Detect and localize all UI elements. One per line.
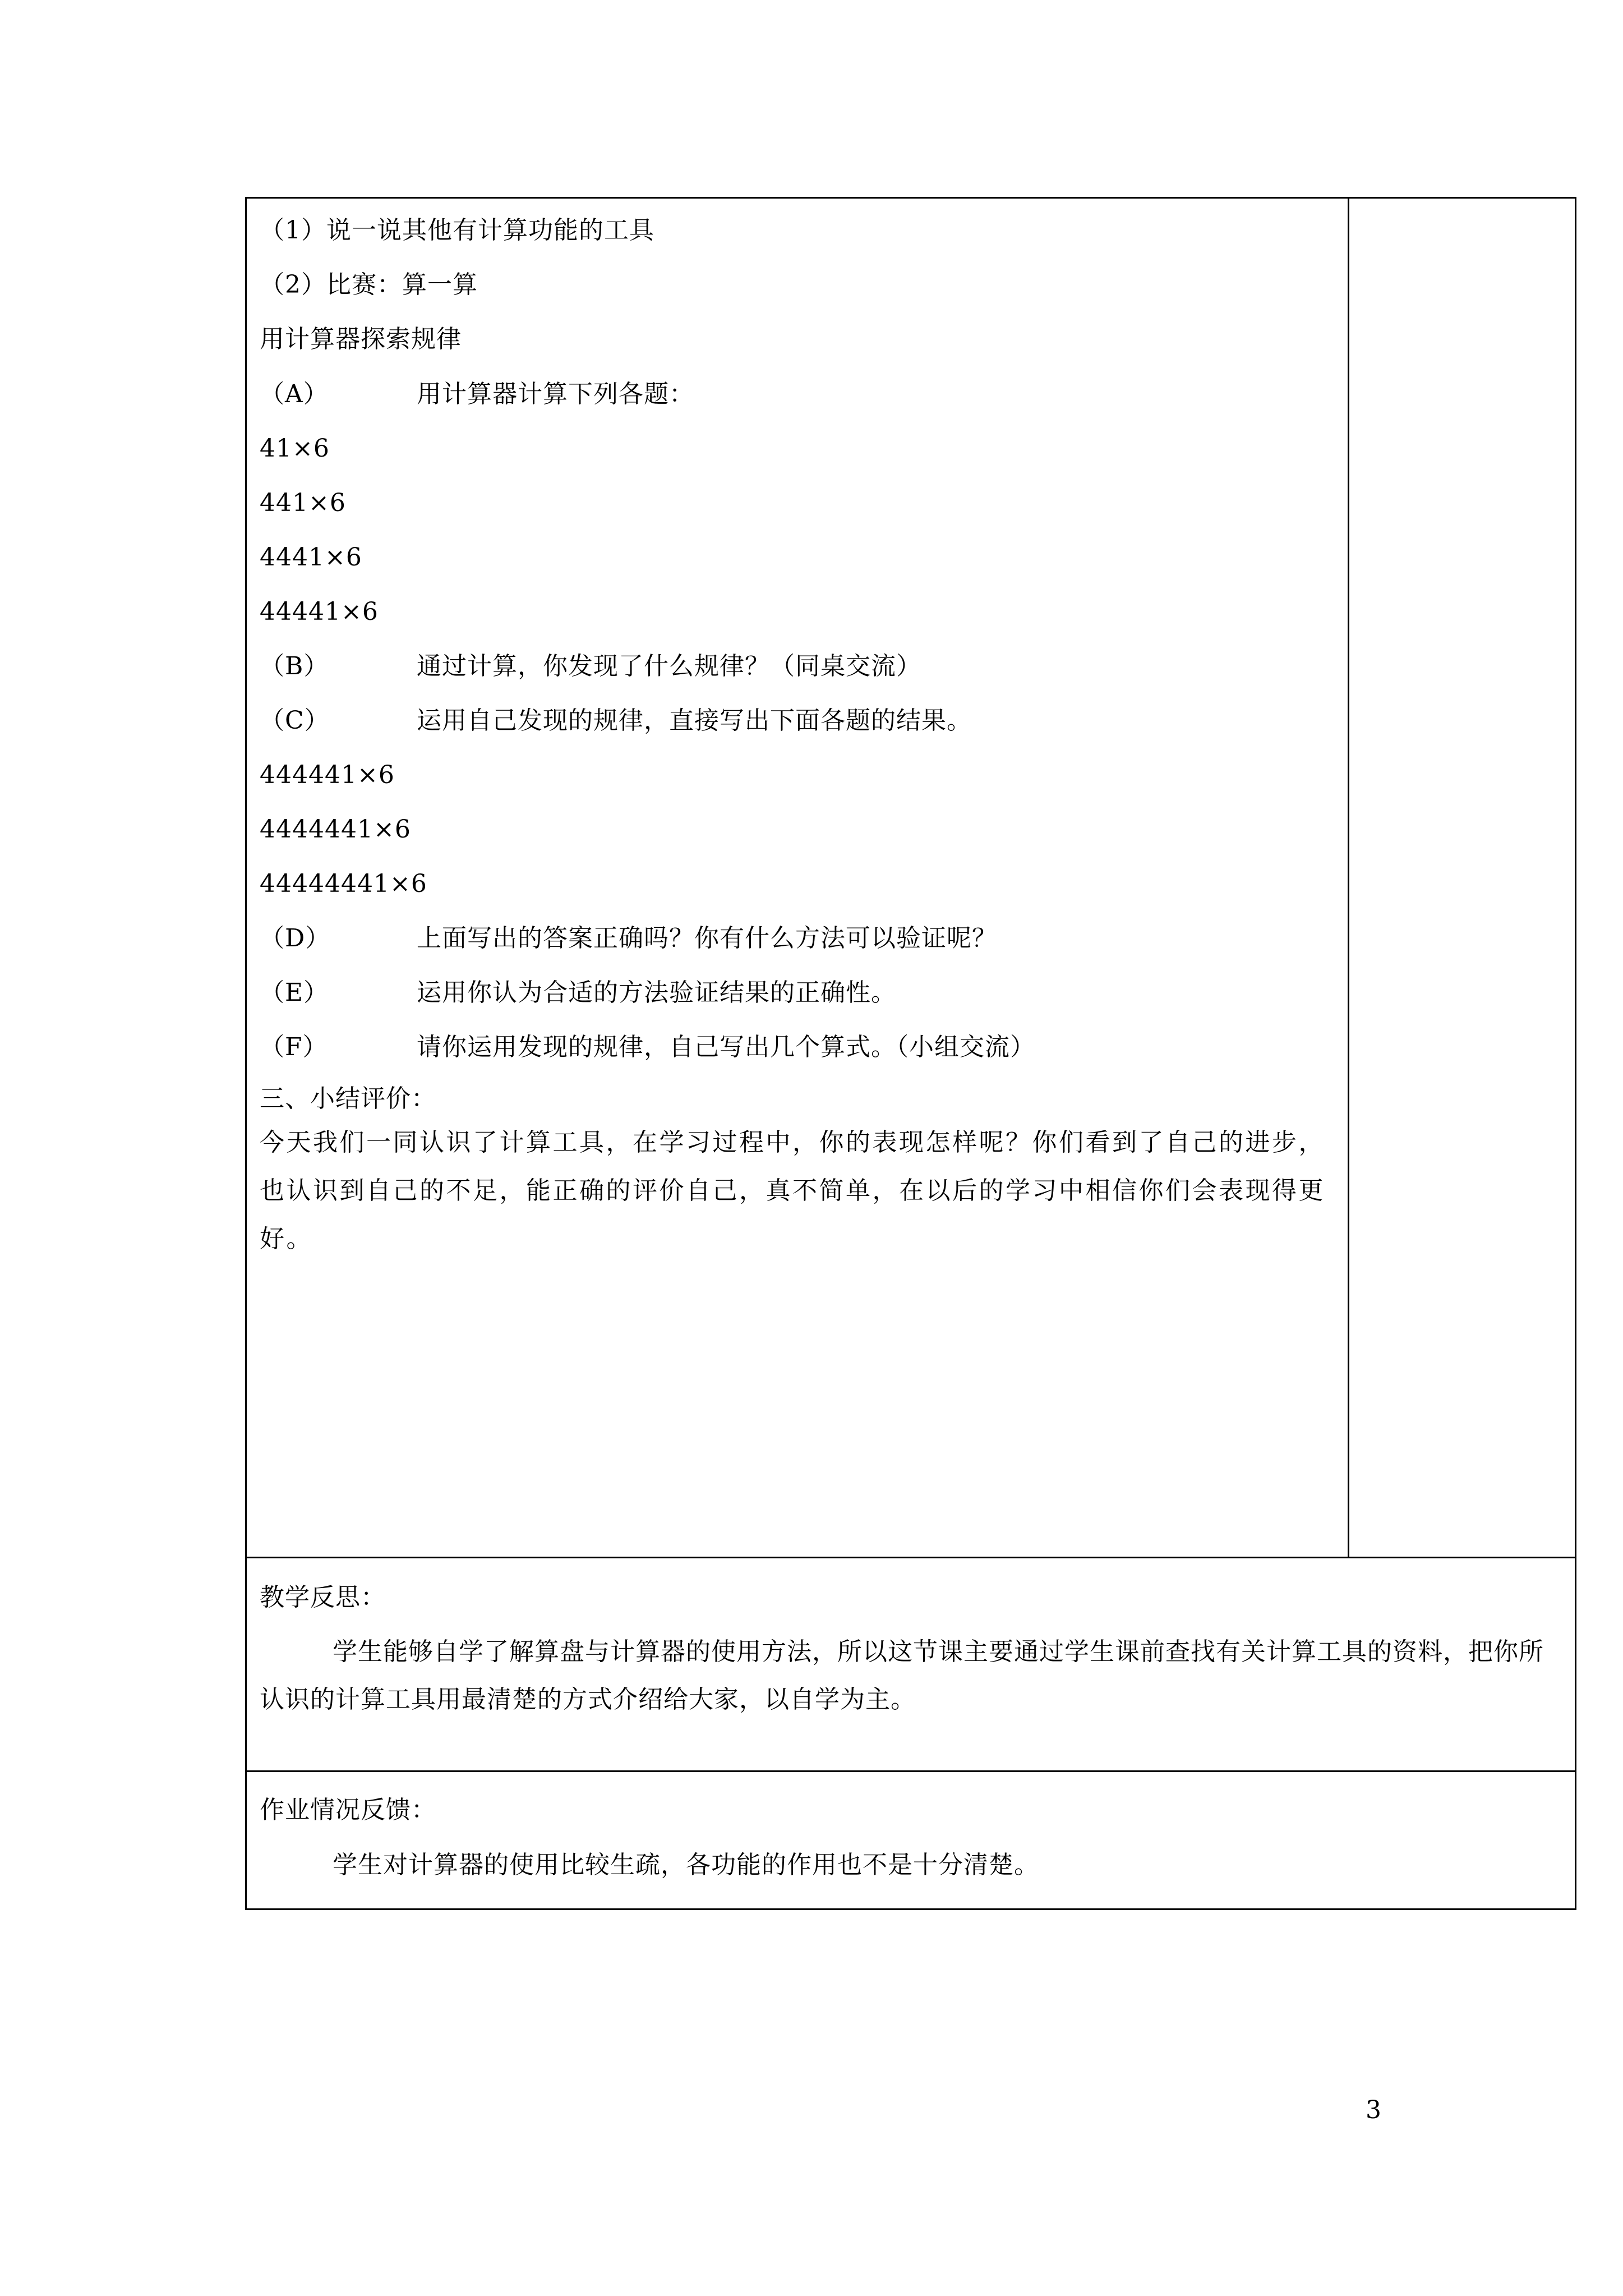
expression-a-1: 41×6 [260,434,330,463]
item-text-c: 运用自己发现的规律，直接写出下面各题的结果。 [417,706,972,735]
item-text-b: 通过计算，你发现了什么规律？（同桌交流） [417,652,921,680]
column-divider [1348,197,1349,1557]
item-label-f: （F） [260,1033,328,1061]
reflection-label: 教学反思： [260,1583,386,1612]
main-content-cell [245,197,1348,1557]
reflection-cell [245,1558,1576,1770]
page-number: 3 [1366,2096,1381,2124]
homework-cell [245,1772,1576,1908]
expression-a-2: 441×6 [260,489,346,517]
lesson-table [245,197,1576,1910]
item-label-b: （B） [260,652,329,680]
item-label-e: （E） [260,978,329,1007]
expression-c-3: 44444441×6 [260,869,427,898]
intro-line-3: 用计算器探索规律 [260,325,462,353]
item-label-d: （D） [260,924,331,953]
item-text-d: 上面写出的答案正确吗？你有什么方法可以验证呢？ [417,924,997,953]
homework-label: 作业情况反馈： [260,1796,436,1824]
table-border-bottom [245,1908,1576,1910]
expression-c-2: 4444441×6 [260,815,411,844]
summary-paragraph: 今天我们一同认识了计算工具，在学习过程中，你的表现怎样呢？你们看到了自己的进步，也认识到自己的不足，能正确的评价自己，真不简单，在以后的学习中相信你们会表现得更好。 [260,1128,1325,1253]
item-text-f: 请你运用发现的规律，自己写出几个算式。（小组交流） [417,1033,1035,1061]
reflection-text: 学生能够自学了解算盘与计算器的使用方法，所以这节课主要通过学生课前查找有关计算工具的资料，把你所认识的计算工具用最清楚的方式介绍给大家，以自学为主。 [260,1637,1544,1714]
item-text-e: 运用你认为合适的方法验证结果的正确性。 [417,978,896,1007]
summary-heading: 三、小结评价： [260,1084,436,1113]
item-label-a: （A） [260,380,329,408]
intro-line-1: （1）说一说其他有计算功能的工具 [260,216,654,245]
homework-text: 学生对计算器的使用比较生疏，各功能的作用也不是十分清楚。 [333,1851,1039,1879]
expression-a-4: 44441×6 [260,597,379,626]
expression-a-3: 4441×6 [260,543,362,572]
item-label-c: （C） [260,706,330,735]
item-text-a: 用计算器计算下列各题： [417,380,694,408]
expression-c-1: 444441×6 [260,761,395,789]
intro-line-2: （2）比赛：算一算 [260,270,478,299]
